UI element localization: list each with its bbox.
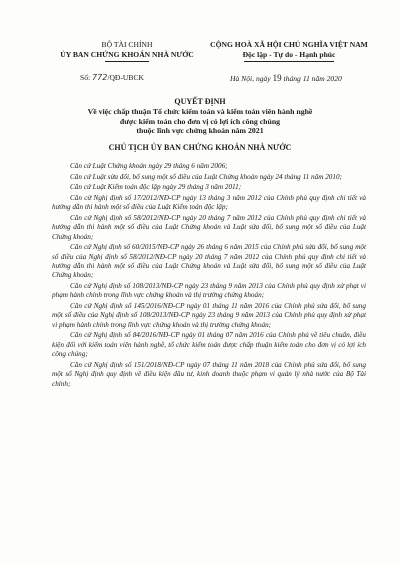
legal-basis-paragraph: Căn cứ Luật Chứng khoán ngày 29 tháng 6 năm 2006; — [70, 162, 228, 170]
subject-line-1: Về việc chấp thuận Tổ chức kiểm toán và kiểm toán viên hành nghề — [87, 107, 313, 116]
legal-basis-section — [52, 162, 366, 390]
legal-basis-paragraph: Căn cứ Nghị định số 84/2016/NĐ-CP ngày 01 tháng 07 năm 2016 của Chính phủ về tiêu chuẩn, điều kiện đối với kiểm toán viên hành nghề, tổ chức kiểm toán được chấp thuận kiểm toán cho đơn vị có lợi ích công chúng; — [52, 331, 366, 359]
issuer-title: CHỦ TỊCH ỦY BAN CHỨNG KHOÁN NHÀ NƯỚC — [108, 143, 292, 152]
handwritten-day: 19 — [272, 73, 282, 83]
date-prefix: Hà Nội, ngày — [230, 74, 271, 83]
motto-underline — [244, 61, 334, 62]
legal-basis-paragraph: Căn cứ Nghị định số 151/2018/NĐ-CP ngày 07 tháng 11 năm 2018 của Chính phủ sửa đổi, bổ sung một số Nghị định quy định về điều kiện đầu tư, kinh doanh thuộc phạm vi quản lý nhà nước của Bộ Tài chính; — [52, 360, 366, 388]
country-name: CỘNG HOÀ XÃ HỘI CHỦ NGHĨA VIỆT NAM — [210, 40, 368, 49]
legal-basis-paragraph: Căn cứ Luật sửa đổi, bổ sung một số điều của Luật Chứng khoán ngày 24 tháng 11 năm 2010; — [70, 172, 342, 181]
legal-basis-paragraph: Căn cứ Nghị định số 58/2012/NĐ-CP ngày 20 tháng 7 năm 2012 của Chính phủ quy định chi tiết và hướng dẫn thi hành một số điều của Luật Chứng khoán và Luật sửa đổi, bổ sung một số điều của Luật Chứng khoán; — [52, 213, 366, 241]
document-type-title: QUYẾT ĐỊNH — [174, 97, 226, 106]
legal-basis-paragraph: Căn cứ Nghị định số 108/2013/NĐ-CP ngày 23 tháng 9 năm 2013 của Chính phủ quy định xử phạt vi phạm hành chính trong lĩnh vực chứng khoán và thị trường chứng khoán; — [52, 282, 366, 300]
national-motto-header — [196, 40, 382, 62]
ministry-name: BỘ TÀI CHÍNH — [101, 40, 153, 49]
document-number-prefix: Số: — [80, 73, 91, 82]
motto: Độc lập - Tự do - Hạnh phúc — [242, 49, 336, 59]
subject-line-3: thuộc lĩnh vực chứng khoán năm 2021 — [136, 126, 264, 136]
document-number — [80, 73, 144, 82]
subject-line-2: được kiểm toán cho đơn vị có lợi ích công chúng — [119, 116, 281, 126]
legal-basis-paragraph: Căn cứ Nghị định số 17/2012/NĐ-CP ngày 13 tháng 3 năm 2012 của Chính phủ quy định chi tiết và hướng dẫn thi hành một số điều của Luật Kiểm toán độc lập; — [52, 193, 366, 212]
issuing-authority-header — [52, 40, 202, 62]
document-number-suffix: /QĐ-UBCK — [107, 73, 145, 82]
commission-name: ỦY BAN CHỨNG KHOÁN NHÀ NƯỚC — [60, 49, 194, 59]
legal-basis-paragraph: Căn cứ Nghị định số 145/2016/NĐ-CP ngày 01 tháng 11 năm 2016 của Chính phủ sửa đổi, bổ sung một số điều của Nghị định số 108/2013/NĐ-CP ngày 23 tháng 9 năm 2013 của Chính phủ quy định xử phạt vi phạm hành chính trong lĩnh vực chứng khoán và thị trường chứng khoán; — [52, 302, 366, 329]
legal-basis-paragraph: Căn cứ Nghị định số 60/2015/NĐ-CP ngày 26 tháng 6 năm 2015 của Chính phủ sửa đổi, bổ sung một số điều của Nghị định số 58/2012/NĐ-CP ngày 20 tháng 7 năm 2012 của Chính phủ quy định chi tiết và hướng dẫn thi hành một số điều của Luật Chứng khoán và Luật sửa đổi, bổ sung một số điều của Luật Chứng khoán; — [52, 243, 366, 280]
date-suffix: tháng 11 năm 2020 — [283, 74, 342, 83]
issue-date — [230, 73, 342, 83]
legal-basis-paragraph: Căn cứ Luật Kiểm toán độc lập ngày 29 tháng 3 năm 2011; — [70, 183, 242, 192]
document-subject — [0, 107, 400, 136]
authority-underline — [105, 61, 149, 62]
handwritten-number: 772 — [92, 73, 108, 82]
